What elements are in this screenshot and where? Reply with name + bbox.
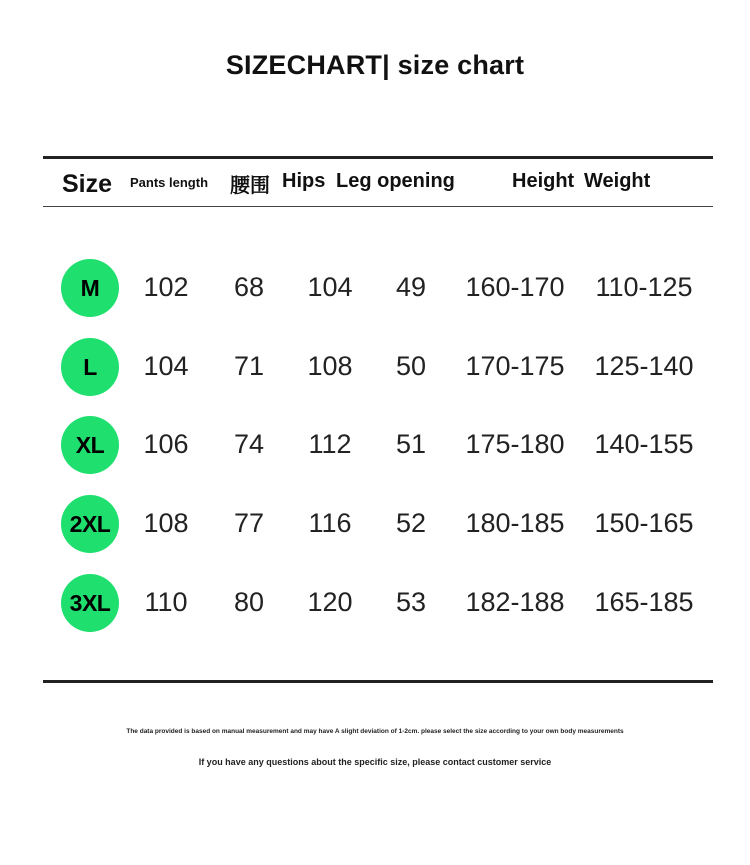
cell-pants-length: 106 (143, 429, 189, 459)
header-leg-opening: Leg opening (336, 170, 455, 192)
cell-weight: 125-140 (594, 351, 694, 381)
cell-height: 182-188 (465, 587, 565, 617)
size-badge: 2XL (61, 495, 119, 553)
cell-hips: 108 (307, 351, 353, 381)
cell-hips: 116 (308, 508, 352, 538)
cell-height: 160-170 (465, 272, 565, 302)
table-row (0, 574, 750, 634)
cell-weight: 110-125 (595, 272, 693, 302)
cell-pants-length: 104 (143, 351, 189, 381)
header-bottom-rule (43, 206, 713, 207)
cell-leg-opening: 50 (395, 351, 427, 381)
cell-height: 170-175 (465, 351, 565, 381)
cell-hips: 104 (307, 272, 353, 302)
cell-hips: 112 (308, 429, 352, 459)
table-row (0, 338, 750, 398)
cell-weight: 165-185 (594, 587, 694, 617)
cell-waist: 80 (233, 587, 265, 617)
contact-note: If you have any questions about the specific size, please contact customer service (198, 757, 552, 767)
measurement-disclaimer: The data provided is based on manual measurement and may have A slight deviation of 1-2cm. please select the size according to your own body measurements (126, 728, 624, 735)
table-row (0, 495, 750, 555)
cell-leg-opening: 51 (395, 429, 427, 459)
cell-weight: 140-155 (594, 429, 694, 459)
page-title: SIZECHART| size chart (225, 50, 525, 80)
cell-pants-length: 110 (144, 587, 188, 617)
size-badge: XL (61, 416, 119, 474)
size-badge: 3XL (61, 574, 119, 632)
cell-waist: 77 (233, 508, 265, 538)
table-row (0, 259, 750, 319)
size-badge: M (61, 259, 119, 317)
header-weight: Weight (584, 170, 651, 192)
cell-waist: 74 (233, 429, 265, 459)
size-badge: L (61, 338, 119, 396)
cell-leg-opening: 52 (395, 508, 427, 538)
cell-leg-opening: 49 (395, 272, 427, 302)
header-height: Height (512, 170, 575, 192)
header-pants-length: Pants length (130, 175, 209, 190)
cell-leg-opening: 53 (395, 587, 427, 617)
cell-weight: 150-165 (594, 508, 694, 538)
cell-height: 175-180 (465, 429, 565, 459)
header-waist: 腰围 (230, 173, 270, 197)
header-top-rule (43, 156, 713, 159)
table-bottom-rule (43, 680, 713, 683)
header-size: Size (62, 170, 113, 198)
table-row (0, 416, 750, 476)
header-hips: Hips (282, 170, 326, 192)
cell-pants-length: 108 (143, 508, 189, 538)
cell-pants-length: 102 (143, 272, 189, 302)
cell-hips: 120 (307, 587, 353, 617)
cell-height: 180-185 (465, 508, 565, 538)
cell-waist: 68 (233, 272, 265, 302)
cell-waist: 71 (233, 351, 265, 381)
